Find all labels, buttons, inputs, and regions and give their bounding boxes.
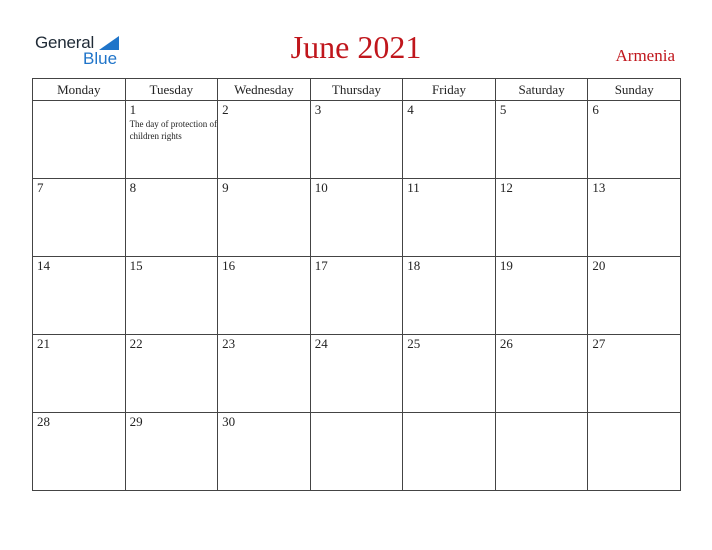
day-number: 30 bbox=[222, 414, 236, 429]
day-cell bbox=[33, 413, 126, 491]
day-number bbox=[496, 413, 588, 415]
day-number bbox=[33, 101, 125, 103]
weekday-wednesday: Wednesday bbox=[218, 79, 311, 101]
day-number: 24 bbox=[314, 336, 328, 351]
day-number: 20 bbox=[592, 258, 606, 273]
weekday-header-row bbox=[33, 79, 681, 101]
day-cell bbox=[403, 257, 496, 335]
day-number: 6 bbox=[592, 102, 599, 117]
day-cell bbox=[125, 179, 218, 257]
day-cell bbox=[218, 413, 311, 491]
day-number: 10 bbox=[314, 180, 328, 195]
day-cell bbox=[218, 101, 311, 179]
day-number bbox=[588, 413, 680, 415]
logo-text-general: General bbox=[35, 33, 95, 52]
day-cell bbox=[495, 101, 588, 179]
day-cell bbox=[310, 101, 403, 179]
day-number: 16 bbox=[222, 258, 236, 273]
day-number: 9 bbox=[222, 180, 229, 195]
day-number bbox=[311, 413, 403, 415]
country-label: Armenia bbox=[615, 46, 675, 65]
day-cell bbox=[588, 257, 681, 335]
week-row bbox=[33, 101, 681, 179]
day-cell bbox=[310, 179, 403, 257]
logo-text-blue: Blue bbox=[83, 49, 118, 68]
day-number: 5 bbox=[499, 102, 507, 117]
day-number: 13 bbox=[592, 180, 606, 195]
weekday-saturday: Saturday bbox=[495, 79, 588, 101]
day-cell bbox=[403, 179, 496, 257]
day-cell bbox=[218, 257, 311, 335]
day-cell bbox=[33, 179, 126, 257]
day-number: 1 bbox=[129, 102, 137, 117]
calendar-grid bbox=[32, 78, 681, 491]
day-cell bbox=[495, 257, 588, 335]
day-number: 25 bbox=[407, 336, 421, 351]
day-cell bbox=[33, 335, 126, 413]
day-cell bbox=[403, 413, 496, 491]
day-number: 29 bbox=[129, 414, 143, 429]
weekday-monday: Monday bbox=[33, 79, 126, 101]
day-number: 11 bbox=[407, 180, 420, 195]
day-number: 8 bbox=[129, 180, 137, 195]
day-cell bbox=[403, 101, 496, 179]
day-cell bbox=[588, 179, 681, 257]
day-cell bbox=[310, 413, 403, 491]
day-cell bbox=[588, 335, 681, 413]
day-cell bbox=[125, 257, 218, 335]
weekday-thursday: Thursday bbox=[310, 79, 403, 101]
day-number: 19 bbox=[499, 258, 513, 273]
weekday-friday: Friday bbox=[403, 79, 496, 101]
day-cell bbox=[588, 101, 681, 179]
day-number: 15 bbox=[129, 258, 143, 273]
day-cell bbox=[495, 413, 588, 491]
day-number: 17 bbox=[314, 258, 328, 273]
day-number: 3 bbox=[314, 102, 322, 117]
holiday-label: The day of protection of children rights bbox=[129, 119, 218, 141]
day-cell bbox=[125, 335, 218, 413]
week-row bbox=[33, 335, 681, 413]
day-cell bbox=[218, 179, 311, 257]
day-cell bbox=[33, 101, 126, 179]
day-cell bbox=[495, 179, 588, 257]
day-number: 18 bbox=[407, 258, 421, 273]
day-number: 4 bbox=[407, 102, 414, 117]
day-cell bbox=[403, 335, 496, 413]
day-cell bbox=[125, 101, 218, 179]
weekday-sunday: Sunday bbox=[588, 79, 681, 101]
day-number: 23 bbox=[222, 336, 236, 351]
day-cell bbox=[218, 335, 311, 413]
day-cell bbox=[310, 335, 403, 413]
day-number: 22 bbox=[129, 336, 143, 351]
day-number: 14 bbox=[37, 258, 50, 273]
day-number: 27 bbox=[592, 336, 606, 351]
day-number: 26 bbox=[499, 336, 513, 351]
day-cell bbox=[495, 335, 588, 413]
week-row bbox=[33, 413, 681, 491]
day-cell bbox=[125, 413, 218, 491]
day-number: 7 bbox=[37, 180, 44, 195]
page-title: June 2021 bbox=[290, 29, 422, 65]
day-cell bbox=[33, 257, 126, 335]
weekday-tuesday: Tuesday bbox=[125, 79, 218, 101]
week-row bbox=[33, 257, 681, 335]
day-number: 12 bbox=[499, 180, 513, 195]
day-cell bbox=[588, 413, 681, 491]
week-row bbox=[33, 179, 681, 257]
day-number: 28 bbox=[37, 414, 50, 429]
day-number: 2 bbox=[222, 102, 229, 117]
day-number: 21 bbox=[37, 336, 50, 351]
day-cell bbox=[310, 257, 403, 335]
day-number bbox=[403, 413, 495, 415]
